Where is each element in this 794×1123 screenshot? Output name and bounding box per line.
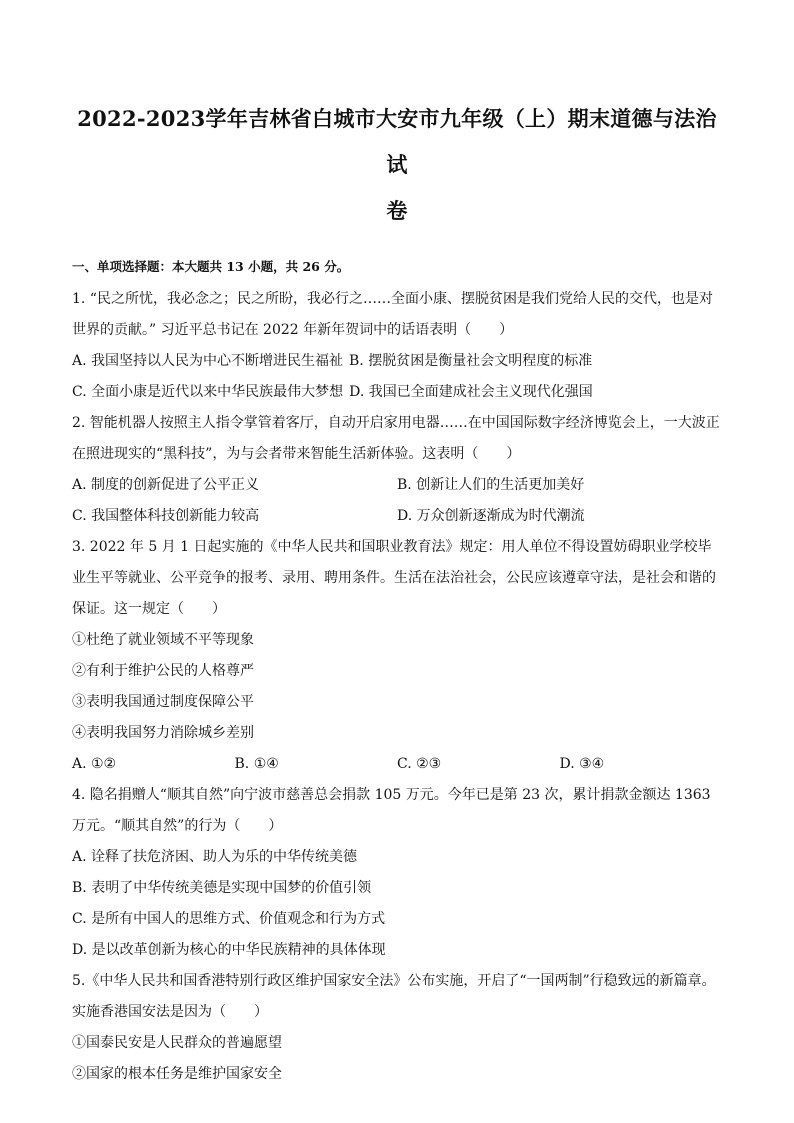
question-3-item-1: ①杜绝了就业领域不平等现象 — [72, 632, 254, 648]
question-2 — [72, 408, 722, 532]
exam-title-line2: 卷 — [386, 198, 408, 223]
question-3-stem: 3. 2022 年 5 月 1 日起实施的《中华人民共和国职业教育法》规定：用人单位不得设置妨碍职业学校毕业生平等就业、公平竞争的报考、录用、聘用条件。生活在法治社会，公民应该遵章守法，是社会和谐的保证。这一规定（ ） — [72, 539, 716, 617]
question-1-options-cd — [72, 377, 722, 408]
question-1-stem: 1. “民之所忧，我必念之；民之所盼，我必行之……全面小康、摆脱贫困是我们党给人民的交代，也是对世界的贡献。” 习近平总书记在 2022 年新年贺词中的话语表明（ ） — [72, 291, 713, 338]
exam-title — [72, 96, 722, 234]
question-3-item-2: ②有利于维护公民的人格尊严 — [72, 663, 254, 679]
question-4-stem: 4. 隐名捐赠人“顺其自然”向宁波市慈善总会捐款 105 万元。今年已是第 23 次，累计捐款金额达 1363 万元。“顺其自然”的行为（ ） — [72, 787, 711, 834]
question-5-item-1: ①国泰民安是人民群众的普遍愿望 — [72, 1035, 282, 1051]
question-4-option-c[interactable]: C. 是所有中国人的思维方式、价值观念和行为方式 — [72, 911, 386, 927]
question-3-item-3: ③表明我国通过制度保障公平 — [72, 694, 254, 710]
question-2-option-d[interactable]: D. 万众创新逐渐成为时代潮流 — [397, 508, 585, 524]
question-1-option-a[interactable]: A. 我国坚持以人民为中心不断增进民生福祉 — [72, 353, 344, 369]
question-5-stem: 5.《中华人民共和国香港特别行政区维护国家安全法》公布实施，开启了“一国两制”行稳致远的新篇章。实施香港国安法是因为（ ） — [72, 973, 716, 1020]
question-3 — [72, 532, 722, 780]
question-4-option-b[interactable]: B. 表明了中华传统美德是实现中国梦的价值引领 — [72, 880, 372, 896]
question-4 — [72, 780, 722, 966]
question-3-option-c[interactable]: C. ②③ — [397, 756, 442, 772]
question-2-option-a[interactable]: A. 制度的创新促进了公平正义 — [72, 477, 260, 493]
question-1-option-b[interactable]: B. 摆脱贫困是衡量社会文明程度的标准 — [349, 353, 593, 369]
exam-title-line1: 2022-2023学年吉林省白城市大安市九年级（上）期末道德与法治试 — [77, 106, 717, 177]
question-2-option-c[interactable]: C. 我国整体科技创新能力较高 — [72, 508, 260, 524]
question-2-options-ab — [72, 470, 722, 501]
section-heading: 一、单项选择题：本大题共 13 小题，共 26 分。 — [72, 259, 350, 274]
question-1-option-c[interactable]: C. 全面小康是近代以来中华民族最伟大梦想 — [72, 384, 344, 400]
question-3-option-a[interactable]: A. ①② — [72, 756, 117, 772]
question-2-stem: 2. 智能机器人按照主人指令掌管着客厅，自动开启家用电器……在中国国际数字经济博览会上，一大波正在照进现实的“黑科技”，为与会者带来智能生活新体验。这表明（ ） — [72, 415, 720, 462]
question-1-options-ab — [72, 346, 722, 377]
question-3-item-4: ④表明我国努力消除城乡差别 — [72, 725, 254, 741]
question-5-item-2: ②国家的根本任务是维护国家安全 — [72, 1066, 282, 1082]
question-3-option-b[interactable]: B. ①④ — [234, 756, 279, 772]
question-2-options-cd — [72, 501, 722, 532]
question-3-options — [72, 749, 722, 780]
question-4-option-a[interactable]: A. 诠释了扶危济困、助人为乐的中华传统美德 — [72, 849, 358, 865]
question-3-option-d[interactable]: D. ③④ — [559, 756, 605, 772]
question-1 — [72, 284, 722, 408]
question-5 — [72, 966, 722, 1090]
question-4-option-d[interactable]: D. 是以改革创新为核心的中华民族精神的具体体现 — [72, 942, 386, 958]
question-1-option-d[interactable]: D. 我国已全面建成社会主义现代化强国 — [349, 384, 593, 400]
question-2-option-b[interactable]: B. 创新让人们的生活更加美好 — [397, 477, 585, 493]
